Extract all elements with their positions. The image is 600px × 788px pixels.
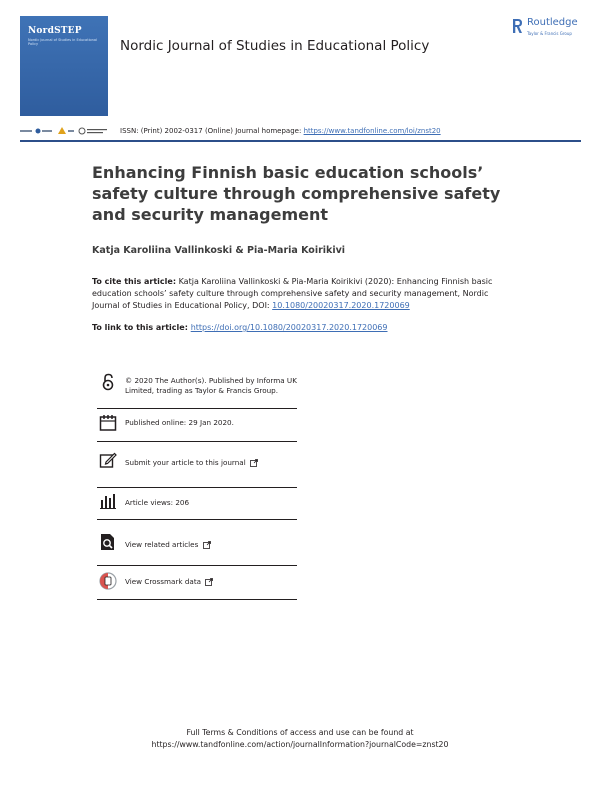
article-title: Enhancing Finnish basic education schools’ safety culture through comprehensive safety and security management [92, 163, 501, 224]
submit-text[interactable] [125, 458, 300, 468]
publisher-name: Routledge [527, 17, 578, 28]
sponsor-logos-icon [20, 126, 110, 136]
cite-text: Katja Karoliina Vallinkoski & Pia-Maria Koirikivi (2020): Enhancing Finnish basic education schools’ safety culture through comprehensive safety and security management, Nordic Journal of Studies in Educational Policy, DOI: [92, 277, 493, 310]
cite-label: To cite this article: [92, 277, 177, 286]
sponsor-logos [20, 121, 110, 131]
journal-homepage-link[interactable]: https://www.tandfonline.com/loi/znst20 [303, 127, 441, 135]
open-access-icon [99, 373, 117, 391]
related-articles-icon [99, 533, 117, 551]
cover-title: NordSTEP [28, 26, 82, 36]
views-text: Article views: 206 [125, 498, 190, 507]
journal-cover [20, 16, 108, 116]
submit-item[interactable] [97, 441, 297, 488]
article-authors: Katja Karoliina Vallinkoski & Pia-Maria Koirikivi [92, 245, 346, 256]
footer [0, 727, 600, 751]
crossmark-text[interactable] [125, 577, 300, 587]
external-link-icon [250, 459, 258, 467]
cover-subtitle: Nordic Journal of Studies in Educational Policy [28, 38, 98, 46]
license-text: © 2020 The Author(s). Published by Informa UK Limited, trading as Taylor & Francis Group. [125, 376, 297, 395]
published-item [97, 408, 297, 442]
related-label[interactable]: View related articles [125, 540, 199, 549]
license-item [97, 370, 297, 409]
footer-terms-link[interactable]: https://www.tandfonline.com/action/journalInformation?journalCode=znst20 [151, 740, 449, 749]
publisher-logo [512, 17, 592, 41]
published-text: Published online: 29 Jan 2020. [125, 418, 234, 427]
submit-label[interactable]: Submit your article to this journal [125, 458, 246, 467]
journal-name: Nordic Journal of Studies in Educational Policy [120, 38, 430, 54]
external-link-icon [203, 541, 211, 549]
issn-text: ISSN: (Print) 2002-0317 (Online) Journal homepage: [120, 127, 304, 135]
related-text[interactable] [125, 540, 300, 550]
related-item[interactable] [97, 519, 297, 566]
article-doi-link[interactable]: https://doi.org/10.1080/20020317.2020.1720069 [190, 323, 388, 332]
crossmark-label[interactable]: View Crossmark data [125, 577, 202, 586]
citation-block [92, 276, 512, 312]
routledge-logo-icon [512, 18, 523, 34]
header-rule [20, 140, 581, 142]
footer-line-1: Full Terms & Conditions of access and use can be found at [186, 728, 414, 737]
crossmark-item[interactable] [97, 565, 297, 600]
article-link-line [92, 323, 388, 332]
issn-line [120, 127, 441, 135]
crossmark-icon [99, 572, 117, 590]
bar-chart-icon [99, 492, 117, 510]
calendar-icon [99, 414, 117, 432]
external-link-icon [205, 578, 213, 586]
publisher-tagline: Taylor & Francis Group [527, 31, 572, 36]
link-label: To link to this article: [92, 323, 191, 332]
doi-link[interactable]: 10.1080/20020317.2020.1720069 [272, 301, 410, 310]
edit-icon [99, 451, 117, 469]
views-item [97, 487, 297, 520]
